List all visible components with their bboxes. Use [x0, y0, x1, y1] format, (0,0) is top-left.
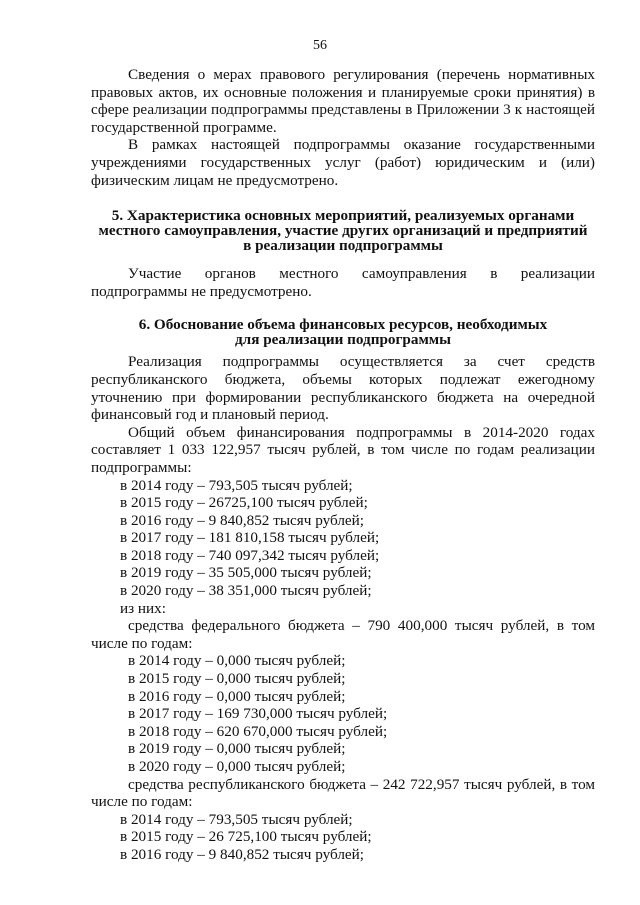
federal-by-year-list	[91, 652, 595, 775]
section-5-heading	[91, 208, 595, 253]
list-item: в 2016 году – 9 840,852 тысяч рублей;	[120, 845, 365, 863]
section-5-title-line-3: в реализации подпрограммы	[243, 237, 443, 255]
list-item: в 2019 году – 0,000 тысяч рублей;	[128, 740, 346, 758]
section-6-total-volume: Общий объем финансирования подпрограммы в 2014-2020 годах составляет 1 033 122,957 тысяч рублей, в том числе по годам реализации подпрограммы:	[91, 423, 595, 476]
list-item: в 2016 году – 0,000 тысяч рублей;	[128, 687, 346, 705]
section-6-heading	[91, 317, 595, 347]
section-6-funding-source: Реализация подпрограммы осуществляется за счет средств республиканского бюджета, объемы которых подлежат ежегодному уточнению при формировании республиканского бюджета на очередной финансовый год и плановый период.	[91, 353, 595, 424]
paragraph-public-services: В рамках настоящей подпрограммы оказание государственными учреждениями государственных услуг (работ) юридическим и (или) физическим лицам не предусмотрено.	[91, 136, 595, 189]
list-item: в 2015 году – 26 725,100 тысяч рублей;	[120, 828, 372, 846]
section-6-title-line-2: для реализации подпрограммы	[234, 331, 451, 349]
list-item: в 2014 году – 793,505 тысяч рублей;	[120, 476, 353, 494]
section-5-title-line-1: 5. Характеристика основных мероприятий, реализуемых органами	[111, 207, 575, 225]
federal-budget-text: средства федерального бюджета – 790 400,000 тысяч рублей, в том числе по годам:	[91, 617, 595, 652]
list-item: в 2020 году – 0,000 тысяч рублей;	[128, 758, 346, 775]
republic-budget-text: средства республиканского бюджета – 242 722,957 тысяч рублей, в том числе по годам:	[91, 775, 595, 811]
list-item: в 2016 году – 9 840,852 тысяч рублей;	[120, 511, 365, 529]
republic-by-year-list	[91, 811, 595, 864]
page-body	[91, 66, 595, 864]
list-item: в 2014 году – 0,000 тысяч рублей;	[128, 652, 346, 670]
list-item: в 2018 году – 740 097,342 тысяч рублей;	[120, 546, 380, 564]
list-item: в 2017 году – 181 810,158 тысяч рублей;	[120, 529, 380, 547]
list-item: в 2014 году – 793,505 тысяч рублей;	[120, 810, 353, 828]
of-them-label: из них:	[120, 599, 166, 617]
section-5-text: Участие органов местного самоуправления в реализации подпрограммы не предусмотрено.	[91, 265, 595, 300]
section-5-title-line-2: местного самоуправления, участие других организаций и предприятий	[98, 222, 588, 240]
page-number: 56	[313, 38, 327, 53]
paragraph-legal-regulation: Сведения о мерах правового регулирования (перечень нормативных правовых актов, их основные положения и планируемые сроки принятия) в сфере реализации подпрограммы представлены в Приложении 3 к настоящей государственной программе.	[91, 66, 595, 136]
list-item: в 2015 году – 0,000 тысяч рублей;	[128, 670, 346, 688]
list-item: в 2017 году – 169 730,000 тысяч рублей;	[128, 705, 388, 723]
list-item: в 2020 году – 38 351,000 тысяч рублей;	[120, 582, 372, 600]
list-item: в 2015 году – 26725,100 тысяч рублей;	[120, 494, 368, 512]
list-item: в 2018 году – 620 670,000 тысяч рублей;	[128, 722, 388, 740]
section-6-title-line-1: 6. Обоснование объема финансовых ресурсов, необходимых	[138, 316, 548, 334]
list-item: в 2019 году – 35 505,000 тысяч рублей;	[120, 564, 372, 582]
total-by-year-list	[91, 477, 595, 600]
